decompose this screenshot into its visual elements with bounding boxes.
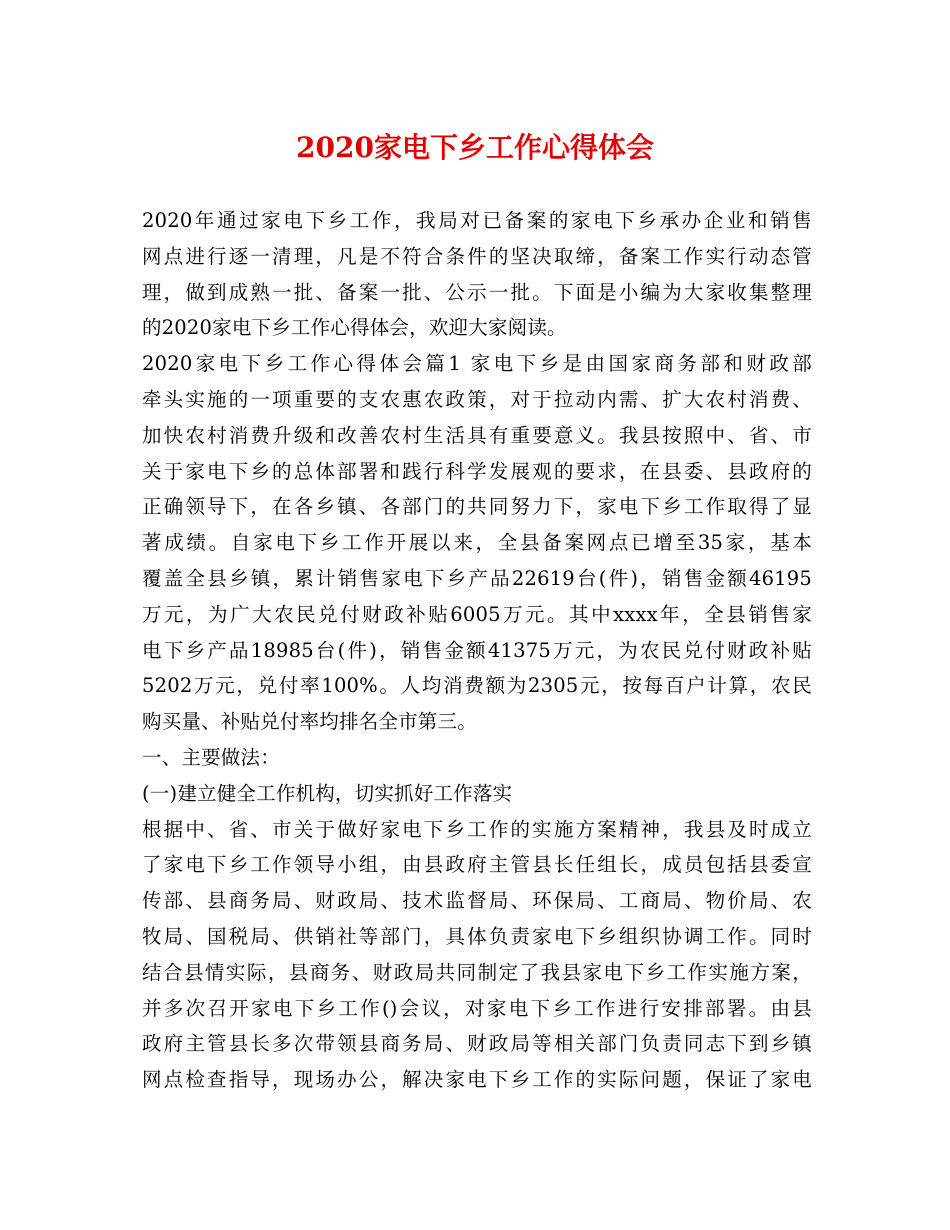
body-line: 的2020家电下乡工作心得体会，欢迎大家阅读。 [142, 316, 567, 340]
body-line: 电下乡产品18985台(件)，销售金额41375万元，为农民兑付财政补贴 [142, 638, 812, 662]
body-line: 结合县情实际，县商务、财政局共同制定了我县家电下乡工作实施方案， [142, 960, 812, 984]
body-line: 2020家电下乡工作心得体会篇1 家电下乡是由国家商务部和财政部 [142, 352, 812, 376]
body-line: 政府主管县长多次带领县商务局、财政局等相关部门负责同志下到乡镇 [142, 1032, 812, 1056]
body-line: 购买量、补贴兑付率均排名全市第三。 [142, 710, 477, 734]
body-line: 著成绩。自家电下乡工作开展以来，全县备案网点已增至35家，基本 [142, 531, 812, 555]
body-line: 网点进行逐一清理，凡是不符合条件的坚决取缔，备案工作实行动态管 [142, 244, 812, 268]
body-line: 2020年通过家电下乡工作，我局对已备案的家电下乡承办企业和销售 [142, 209, 812, 232]
body-line: 覆盖全县乡镇，累计销售家电下乡产品22619台(件)，销售金额46195 [142, 566, 812, 590]
body-line: 万元，为广大农民兑付财政补贴6005万元。其中xxxx年，全县销售家 [142, 602, 812, 626]
body-line: 5202万元，兑付率100%。人均消费额为2305元，按每百户计算，农民 [142, 674, 812, 698]
body-line: 并多次召开家电下乡工作()会议，对家电下乡工作进行安排部署。由县 [142, 996, 812, 1020]
body-line: 了家电下乡工作领导小组，由县政府主管县长任组长，成员包括县委宣 [142, 853, 812, 877]
body-line: 关于家电下乡的总体部署和践行科学发展观的要求，在县委、县政府的 [142, 459, 812, 483]
body-line: 根据中、省、市关于做好家电下乡工作的实施方案精神，我县及时成立 [142, 817, 812, 841]
document-body [142, 203, 812, 1098]
document-title: 2020家电下乡工作心得体会 [296, 131, 654, 164]
body-line: 牧局、国税局、供销社等部门，具体负责家电下乡组织协调工作。同时 [142, 924, 812, 948]
body-line: 理，做到成熟一批、备案一批、公示一批。下面是小编为大家收集整理 [142, 280, 812, 304]
body-line: 牵头实施的一项重要的支农惠农政策，对于拉动内需、扩大农村消费、 [142, 387, 812, 411]
body-line: (一)建立健全工作机构，切实抓好工作落实 [142, 781, 513, 805]
body-line: 加快农村消费升级和改善农村生活具有重要意义。我县按照中、省、市 [142, 423, 812, 447]
body-line: 一、主要做法： [142, 745, 280, 769]
body-line: 正确领导下，在各乡镇、各部门的共同努力下，家电下乡工作取得了显 [142, 495, 812, 519]
body-line: 传部、县商务局、财政局、技术监督局、环保局、工商局、物价局、农 [142, 889, 812, 913]
body-line: 网点检查指导，现场办公，解决家电下乡工作的实际问题，保证了家电 [142, 1068, 812, 1092]
